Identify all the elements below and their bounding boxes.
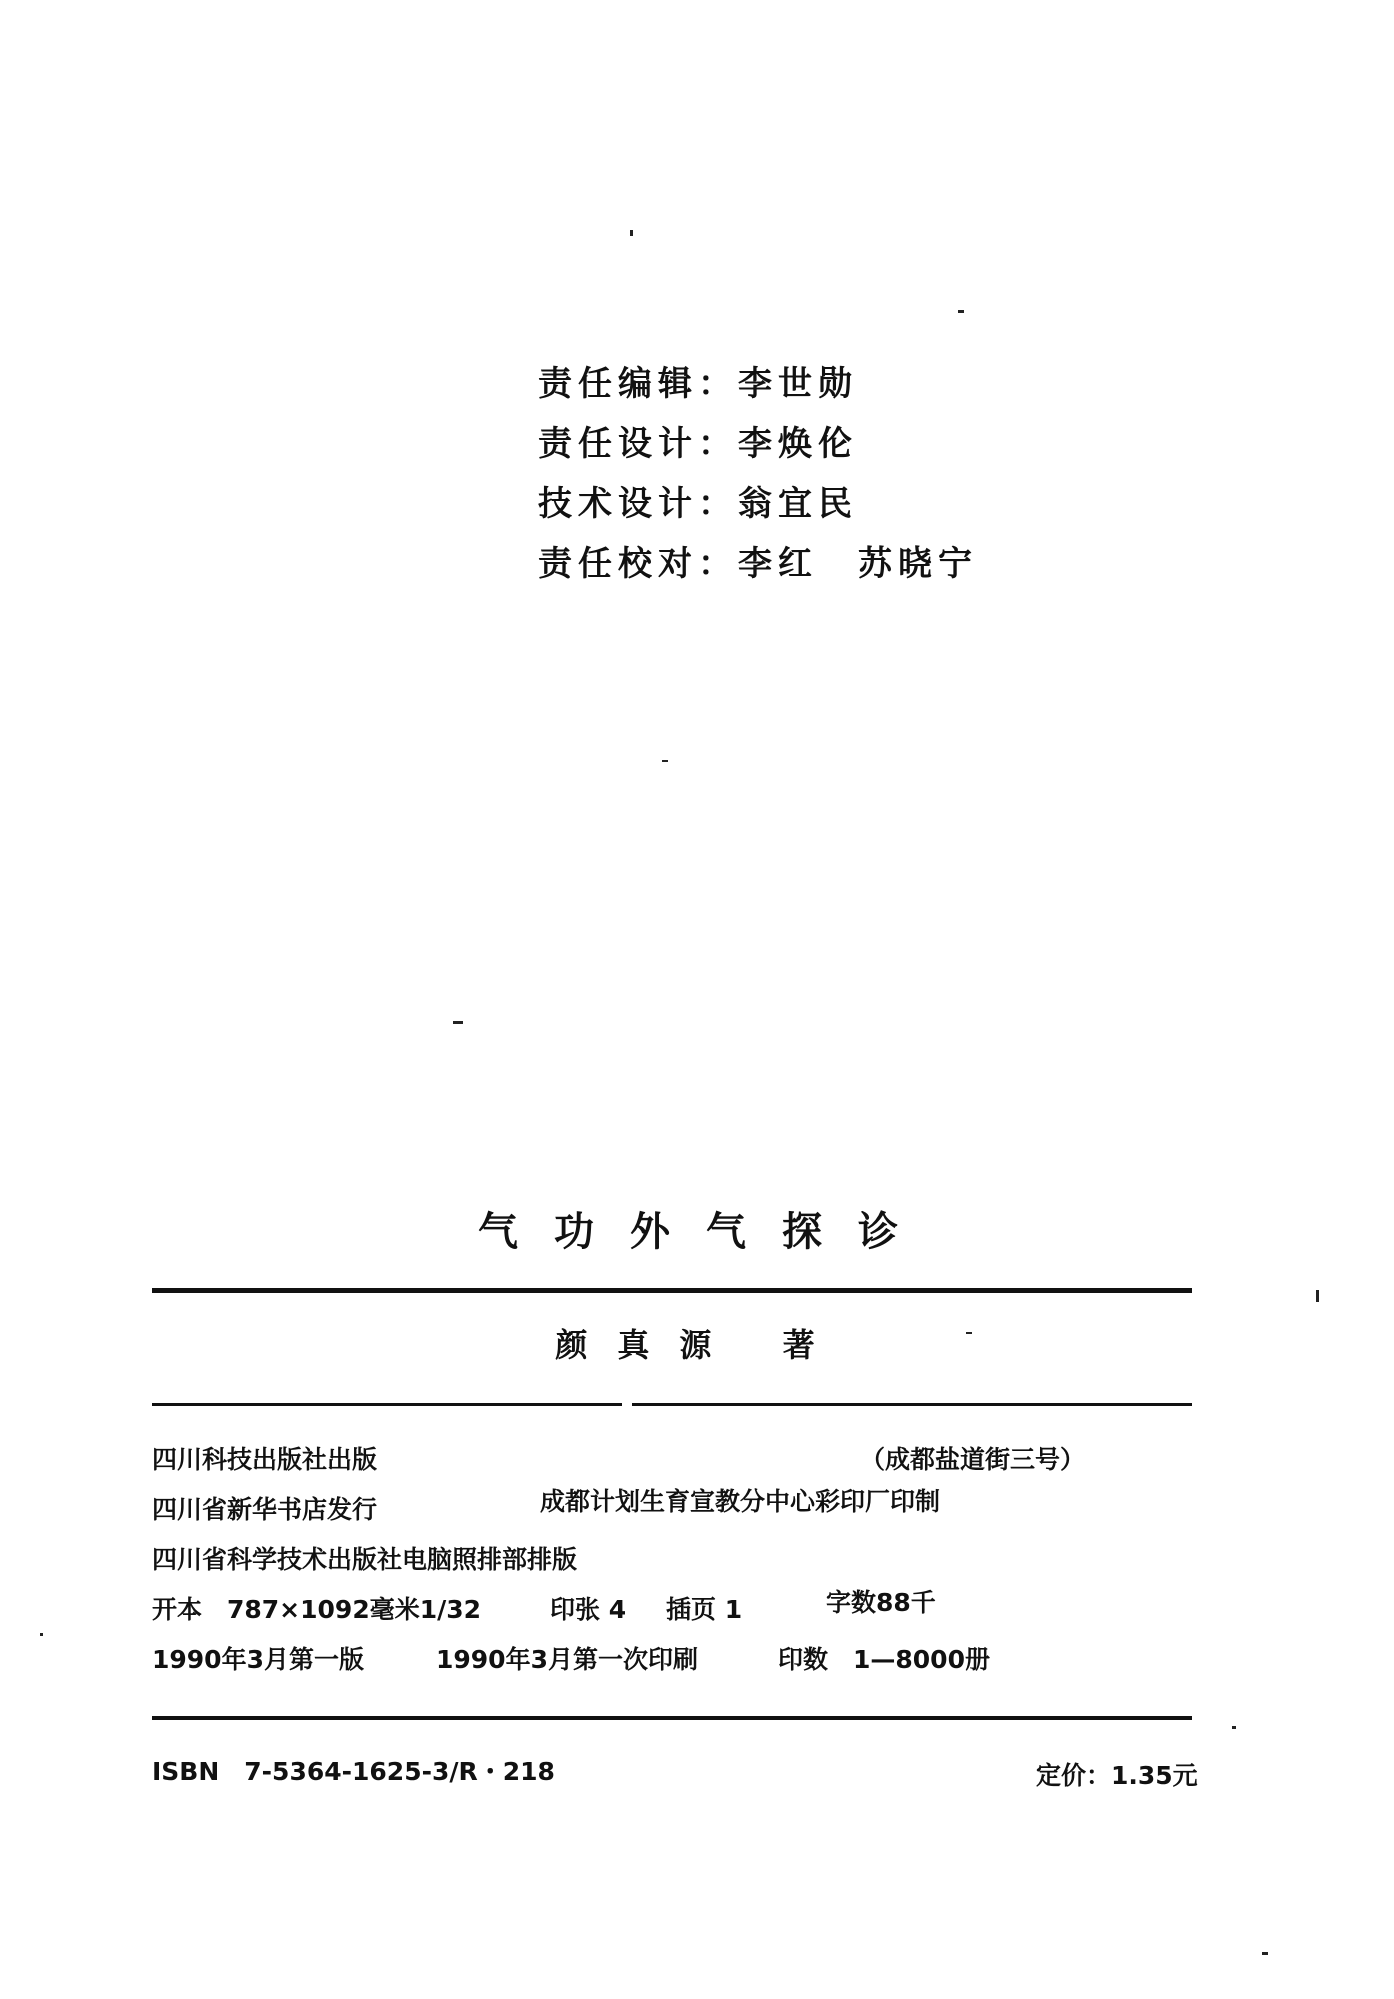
credit-role: 责任设计： [538, 423, 738, 464]
credit-role: 技术设计： [538, 483, 738, 524]
imprint-sheets: 印张 4 [550, 1595, 627, 1624]
credit-designer [538, 410, 1058, 470]
scan-speck [1262, 1952, 1268, 1955]
divider-rule [152, 1403, 622, 1406]
imprint-address: （成都盐道街三号） [860, 1445, 1086, 1474]
book-title: 气功外气探诊 [478, 1209, 934, 1255]
credit-proofreaders [538, 530, 1058, 590]
imprint-inserts: 插页 1 [666, 1595, 743, 1624]
price: 定价：1.35元 [1036, 1761, 1198, 1790]
imprint-copies: 印数 1—8000册 [778, 1645, 990, 1674]
imprint-format: 开本 787×1092毫米1/32 [152, 1595, 482, 1624]
imprint-publisher: 四川科技出版社出版 [152, 1445, 378, 1474]
imprint-distributor: 四川省新华书店发行 [152, 1495, 378, 1524]
scan-speck [1232, 1726, 1236, 1729]
imprint-printer: 成都计划生育宣教分中心彩印厂印制 [540, 1487, 941, 1516]
imprint-edition: 1990年3月第一版 [152, 1645, 364, 1674]
scan-speck [958, 310, 964, 313]
credit-names: 李红 苏晓宁 [738, 543, 978, 584]
scan-speck [40, 1633, 43, 1636]
credit-names: 翁宜民 [738, 483, 858, 524]
credit-role: 责任编辑： [538, 363, 738, 404]
isbn: ISBN 7-5364-1625-3/R・218 [152, 1757, 555, 1786]
divider-rule [632, 1403, 1192, 1406]
credit-editor [538, 350, 1058, 410]
credits-block [538, 350, 1058, 590]
scan-speck [453, 1021, 463, 1024]
credit-role: 责任校对： [538, 543, 738, 584]
divider-rule [152, 1288, 1192, 1293]
scan-speck [662, 760, 668, 762]
book-author: 颜真源 著 [555, 1326, 845, 1364]
scan-speck [1316, 1290, 1319, 1302]
scan-speck [630, 230, 633, 236]
credit-names: 李焕伦 [738, 423, 858, 464]
imprint-printing: 1990年3月第一次印刷 [436, 1645, 698, 1674]
divider-rule [152, 1716, 1192, 1720]
credit-technical-designer [538, 470, 1058, 530]
credit-names: 李世勋 [738, 363, 858, 404]
imprint-typesetter: 四川省科学技术出版社电脑照排部排版 [152, 1545, 578, 1574]
imprint-word-count: 字数88千 [826, 1588, 936, 1617]
